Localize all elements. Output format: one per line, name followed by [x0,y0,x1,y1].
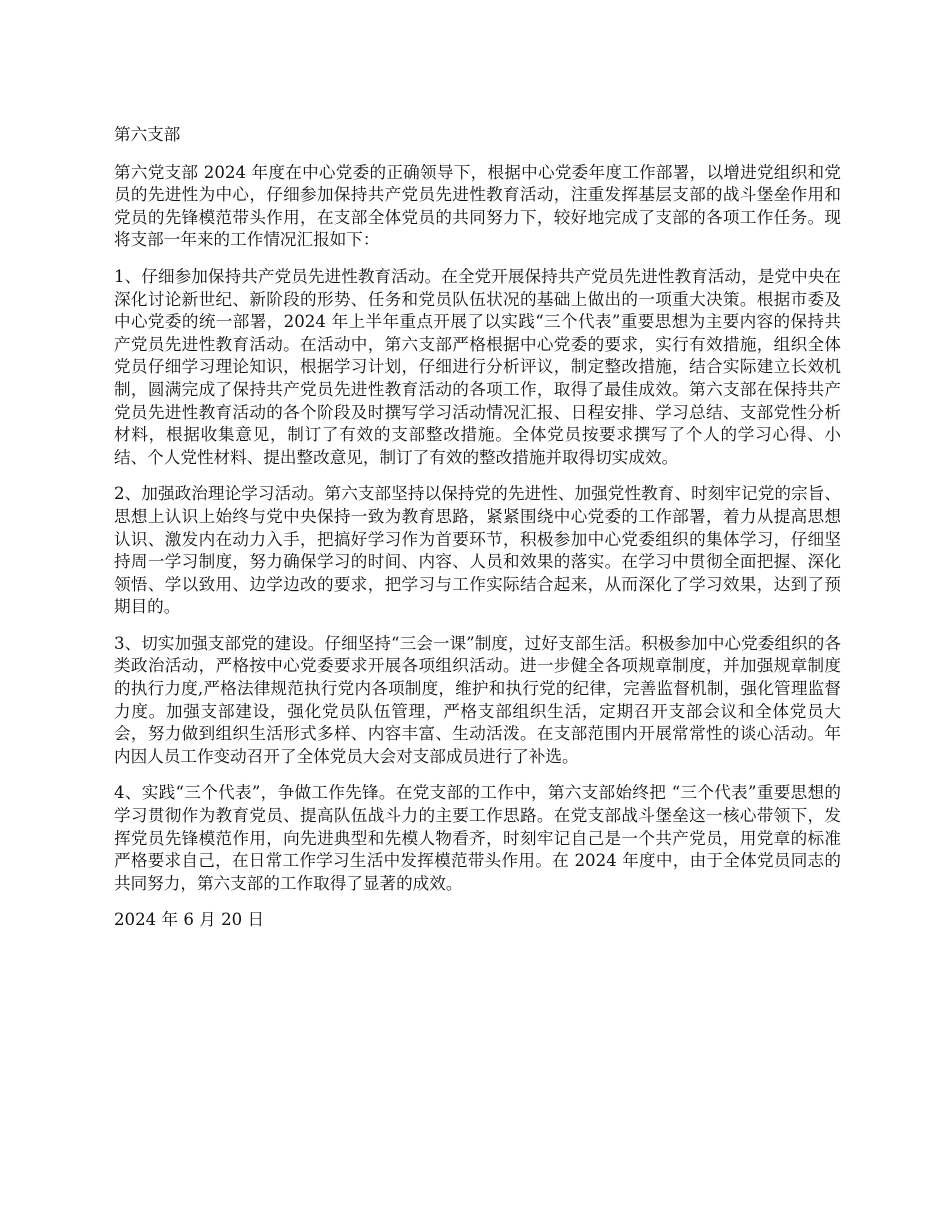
section-paragraph-2: 2、加强政治理论学习活动。第六支部坚持以保持党的先进性、加强党性教育、时刻牢记党的宗旨、思想上认识上始终与党中央保持一致为教育思路，紧紧围绕中心党委的工作部署，着力从提高思想认识、激发内在动力入手，把搞好学习作为首要环节，积极参加中心党委组织的集体学习，仔细坚持周一学习制度，努力确保学习的时间、内容、人员和效果的落实。在学习中贯彻全面把握、深化领悟、学以致用、边学边改的要求，把学习与工作实际结合起来，从而深化了学习效果，达到了预期目的。 [114,484,841,617]
section-paragraph-1: 1、仔细参加保持共产党员先进性教育活动。在全党开展保持共产党员先进性教育活动，是党中央在深化讨论新世纪、新阶段的形势、任务和党员队伍状况的基础上做出的一项重大决策。根据市委及中心党委的统一部署，2024 年上半年重点开展了以实践“三个代表”重要思想为主要内容的保持共产党员先进性教育活动。在活动中，第六支部严格根据中心党委的要求，实行有效措施，组织全体党员仔细学习理论知识，根据学习计划，仔细进行分析评议，制定整改措施，结合实际建立长效机制，圆满完成了保持共产党员先进性教育活动的各项工作，取得了最佳成效。第六支部在保持共产党员先进性教育活动的各个阶段及时撰写学习活动情况汇报、日程安排、学习总结、支部党性分析材料，根据收集意见，制订了有效的支部整改措施。全体党员按要求撰写了个人的学习心得、小结、个人党性材料、提出整改意见，制订了有效的整改措施并取得切实成效。 [114,266,841,467]
intro-paragraph: 第六党支部 2024 年度在中心党委的正确领导下，根据中心党委年度工作部署，以增进党组织和党员的先进性为中心，仔细参加保持共产党员先进性教育活动，注重发挥基层支部的战斗堡垒作用和党员的先锋模范带头作用，在支部全体党员的共同努力下，较好地完成了支部的各项工作任务。现将支部一年来的工作情况汇报如下： [114,162,841,250]
section-paragraph-3: 3、切实加强支部党的建设。仔细坚持“三会一课”制度，过好支部生活。积极参加中心党委组织的各类政治活动，严格按中心党委要求开展各项组织活动。进一步健全各项规章制度，并加强规章制度的执行力度,严格法律规范执行党内各项制度，维护和执行党的纪律，完善监督机制，强化管理监督力度。加强支部建设，强化党员队伍管理，严格支部组织生活，定期召开支部会议和全体党员大会，努力做到组织生活形式多样、内容丰富、生动活泼。在支部范围内开展常常性的谈心活动。年内因人员工作变动召开了全体党员大会对支部成员进行了补选。 [114,633,841,766]
section-paragraph-4: 4、实践“三个代表”，争做工作先锋。在党支部的工作中，第六支部始终把 “三个代表”重要思想的学习贯彻作为教育党员、提高队伍战斗力的主要工作思路。在党支部战斗堡垒这一核心带领下，发挥党员先锋模范作用，向先进典型和先模人物看齐，时刻牢记自己是一个共产党员，用党章的标准严格要求自己，在日常工作学习生活中发挥模范带头作用。在 2024 年度中，由于全体党员同志的共同努力，第六支部的工作取得了显著的成效。 [114,783,841,893]
document-page [114,124,841,946]
document-heading: 第六支部 [114,125,181,144]
document-date: 2024 年 6 月 20 日 [114,910,265,930]
